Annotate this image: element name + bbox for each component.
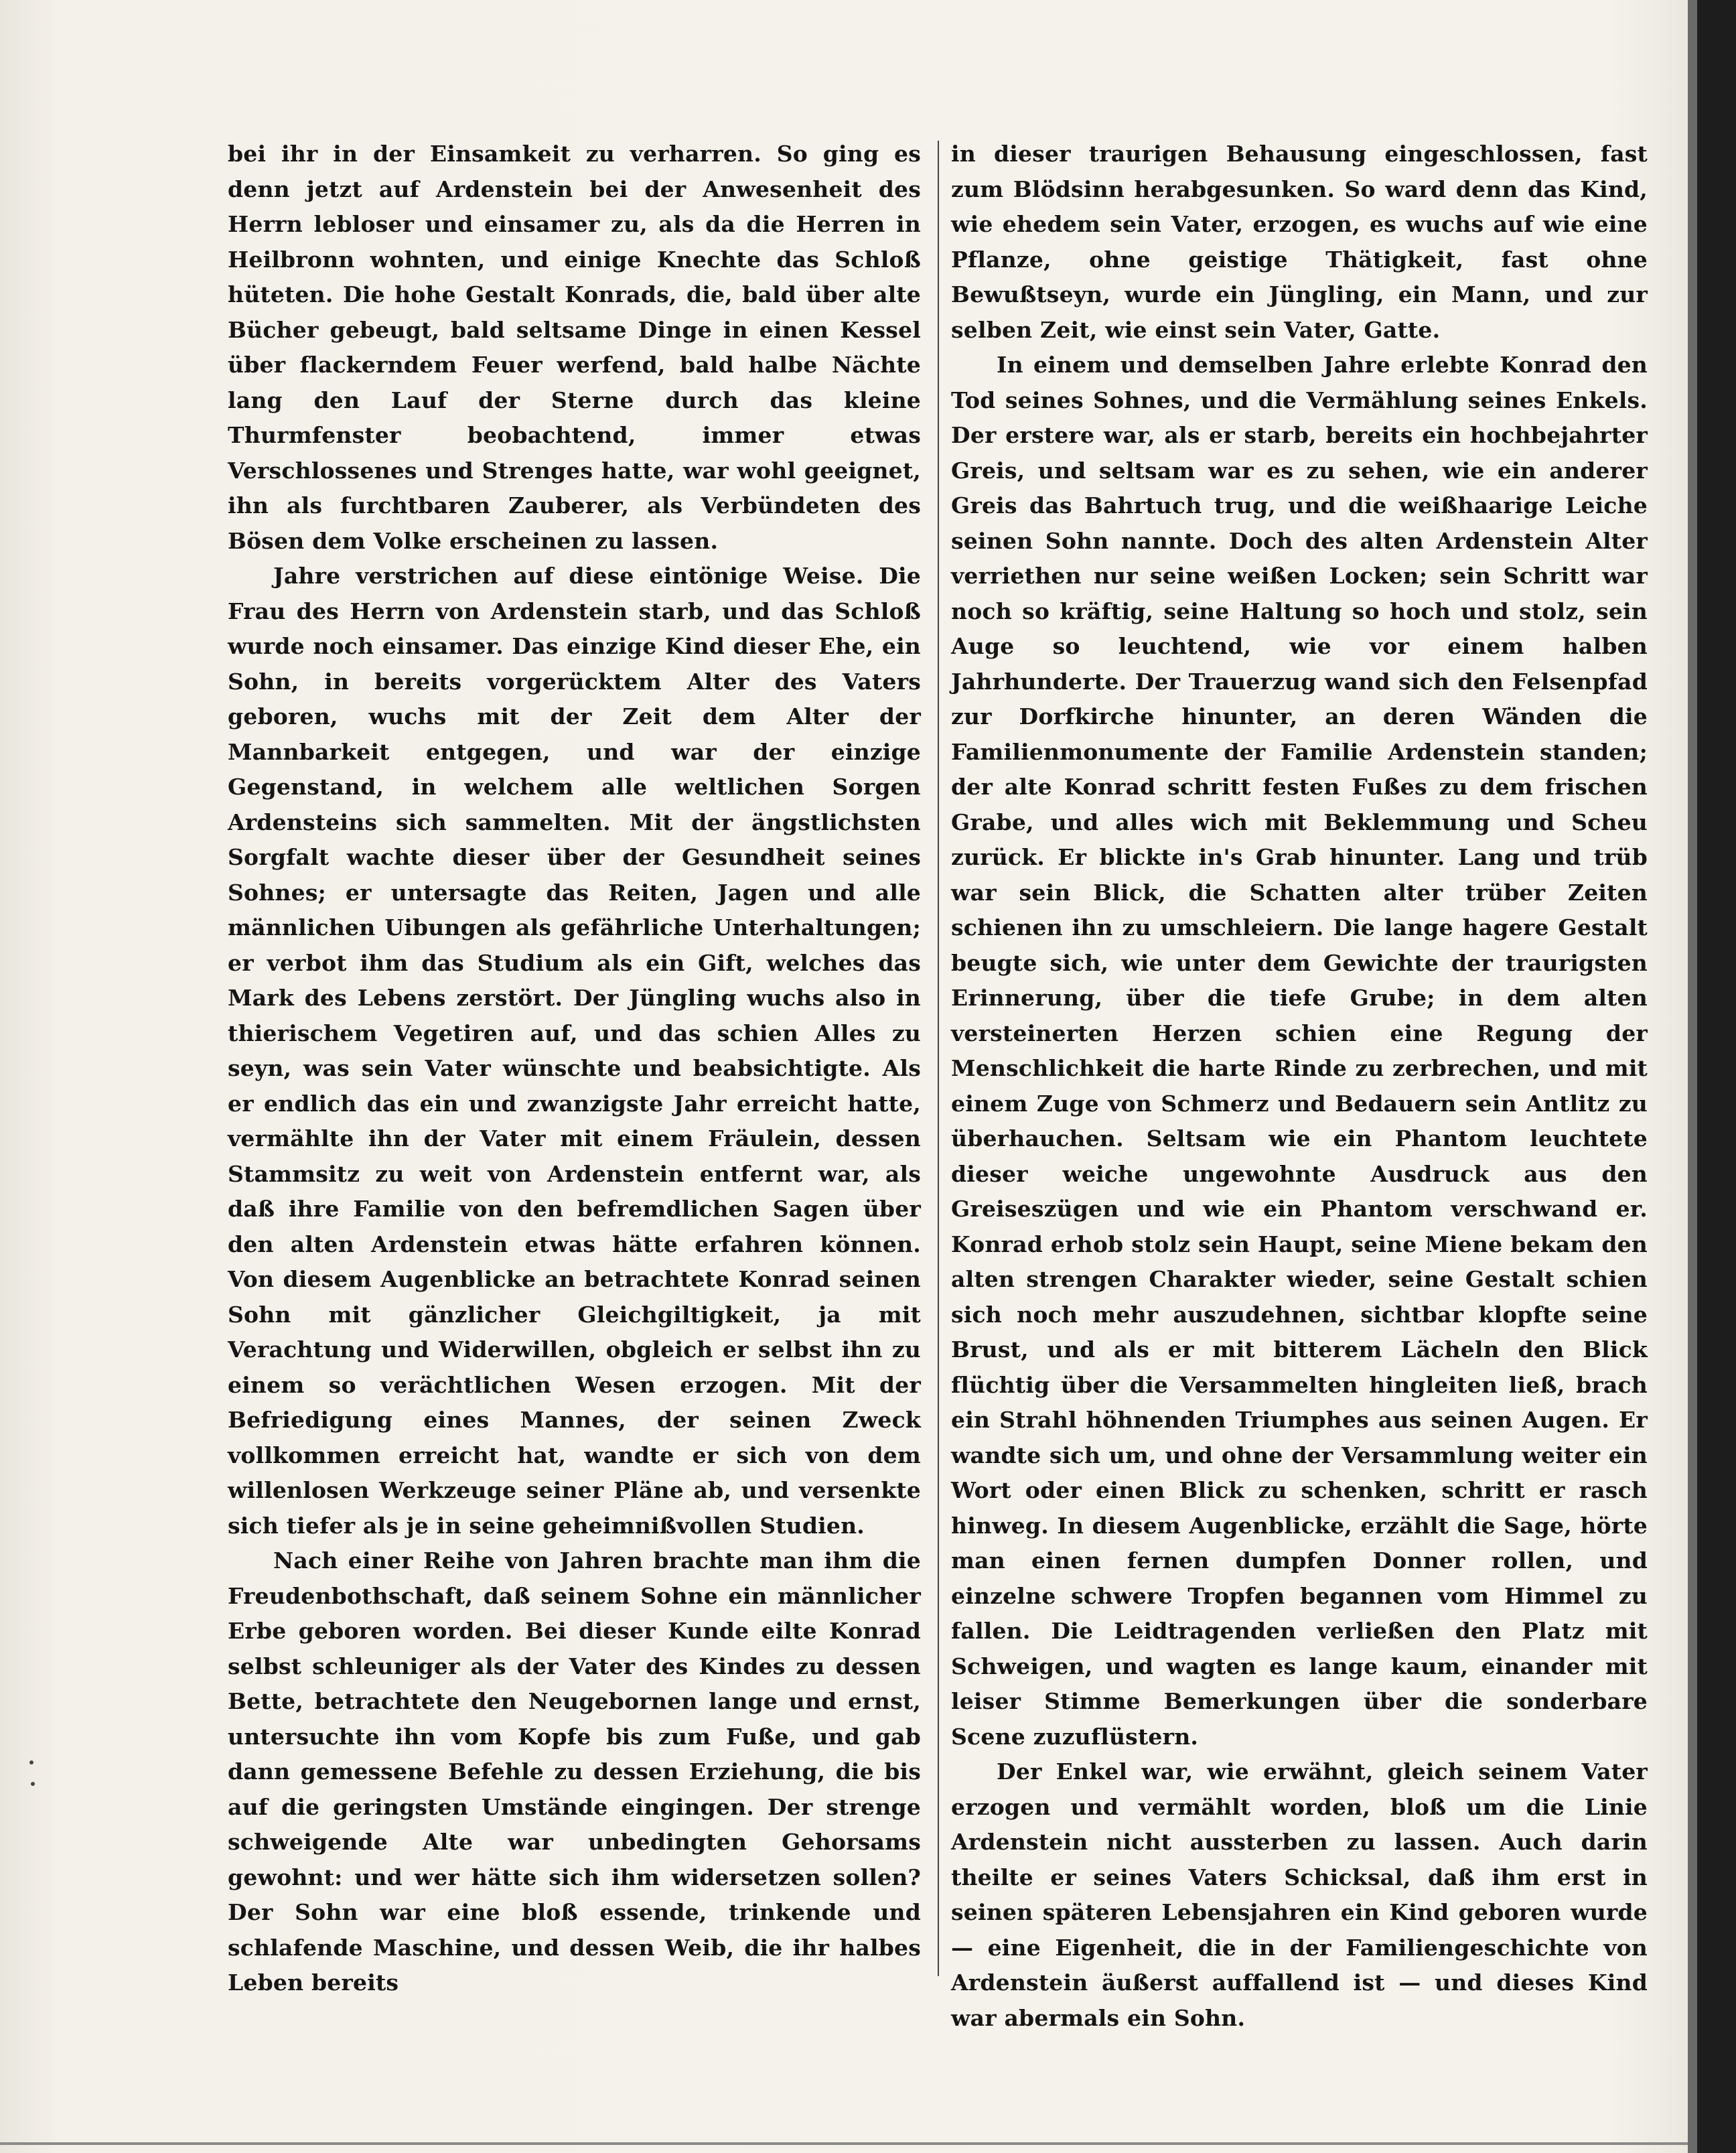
paragraph: Nach einer Reihe von Jahren brachte man ihm die Freudenbothschaft, daß seinem Sohne ein männlicher Erbe geboren worden. Bei dieser Kunde eilte Konrad selbst schleuniger als der Vater des Kindes zu dessen Bette, betrachtete den Neugebornen lange und ernst, untersuchte ihn vom Kopfe bis zum Fuße, und gab dann gemessene Befehle zu dessen Erziehung, die bis auf die geringsten Umstände eingingen. Der strenge schweigende Alte war unbedingten Gehorsams gewohnt: und wer hätte sich ihm widersetzen sollen? Der Sohn war eine bloß essende, trinkende und schlafende Maschine, und dessen Weib, die ihr halbes Leben bereits: [228, 1547, 921, 1996]
paragraph: In einem und demselben Jahre erlebte Konrad den Tod seines Sohnes, und die Vermählung seines Enkels. Der erstere war, als er starb, bereits ein hochbejahrter Greis, und seltsam war es zu sehen, wie ein anderer Greis das Bahrtuch trug, und die weißhaarige Leiche seinen Sohn nannte. Doch des alten Ardenstein Alter verriethen nur seine weißen Locken; sein Schritt war noch so kräftig, seine Haltung so hoch und stolz, sein Auge so leuchtend, wie vor einem halben Jahrhunderte. Der Trauerzug wand sich den Felsenpfad zur Dorfkirche hinunter, an deren Wänden die Familienmonumente der Familie Ardenstein standen; der alte Konrad schritt festen Fußes zu dem frischen Grabe, und alles wich mit Beklemmung und Scheu zurück. Er blickte in's Grab hinunter. Lang und trüb war sein Blick, die Schatten alter trüber Zeiten schienen ihn zu umschleiern. Die lange hagere Gestalt beugte sich, wie unter dem Gewichte der traurigsten Erinnerung, über die tiefe Grube; in dem alten versteinerten Herzen schien eine Regung der Menschlichkeit die harte Rinde zu zerbrechen, und mit einem Zuge von Schmerz und Bedauern sein Antlitz zu überhauchen. Seltsam wie ein Phantom leuchtete dieser weiche ungewohnte Ausdruck aus den Greiseszügen und wie ein Phantom verschwand er. Konrad erhob stolz sein Haupt, seine Miene bekam den alten strengen Charakter wieder, seine Gestalt schien sich noch mehr auszudehnen, sichtbar klopfte seine Brust, und als er mit bitterem Lächeln den Blick flüchtig über die Versammelten hingleiten ließ, brach ein Strahl höhnenden Triumphes aus seinen Augen. Er wandte sich um, und ohne der Versammlung weiter ein Wort oder einen Blick zu schenken, schritt er rasch hinweg. In diesem Augenblicke, erzählt die Sage, hörte man einen fernen dumpfen Donner rollen, und einzelne schwere Tropfen begannen vom Himmel zu fallen. Die Leidtragenden verließen den Platz mit Schweigen, und wagten es lange kaum, einander mit leiser Stimme Bemerkungen über die sonderbare Scene zuzuflüstern.: [951, 352, 1648, 1750]
scan-edge-shadow: [1688, 0, 1697, 2153]
margin-speck: [29, 1760, 33, 1764]
margin-speck: [31, 1782, 35, 1786]
column-divider: [938, 141, 939, 1976]
page-bottom-edge: [0, 2142, 1688, 2145]
paragraph: bei ihr in der Einsamkeit zu verharren. So ging es denn jetzt auf Ardenstein bei der Anwesenheit des Herrn lebloser und einsamer zu, als da die Herren in Heilbronn wohnten, und einige Knechte das Schloß hüteten. Die hohe Gestalt Konrads, die, bald über alte Bücher gebeugt, bald seltsame Dinge in einen Kessel über flackerndem Feuer werfend, bald halbe Nächte lang den Lauf der Sterne durch das kleine Thurmfenster beobachtend, immer etwas Verschlossenes und Strenges hatte, war wohl geeignet, ihn als furchtbaren Zauberer, als Verbündeten des Bösen dem Volke erscheinen zu lassen.: [228, 141, 921, 554]
paragraph: Jahre verstrichen auf diese eintönige Weise. Die Frau des Herrn von Ardenstein starb, und das Schloß wurde noch einsamer. Das einzige Kind dieser Ehe, ein Sohn, in bereits vorgerücktem Alter des Vaters geboren, wuchs mit der Zeit dem Alter der Mannbarkeit entgegen, und war der einzige Gegenstand, in welchem alle weltlichen Sorgen Ardensteins sich sammelten. Mit der ängstlichsten Sorgfalt wachte dieser über der Gesundheit seines Sohnes; er untersagte das Reiten, Jagen und alle männlichen Uibungen als gefährliche Unterhaltungen; er verbot ihm das Studium als ein Gift, welches das Mark des Lebens zerstört. Der Jüngling wuchs also in thierischem Vegetiren auf, und das schien Alles zu seyn, was sein Vater wünschte und beabsichtigte. Als er endlich das ein und zwanzigste Jahr erreicht hatte, vermählte ihn der Vater mit einem Fräulein, dessen Stammsitz zu weit von Ardenstein entfernt war, als daß ihre Familie von den befremdlichen Sagen über den alten Ardenstein etwas hätte erfahren können. Von diesem Augenblicke an betrachtete Konrad seinen Sohn mit gänzlicher Gleichgiltigkeit, ja mit Verachtung und Widerwillen, obgleich er selbst ihn zu einem so verächtlichen Wesen erzogen. Mit der Befriedigung eines Mannes, der seinen Zweck vollkommen erreicht hat, wandte er sich von dem willenlosen Werkzeuge seiner Pläne ab, und versenkte sich tiefer als je in seine geheimnißvollen Studien.: [228, 563, 921, 1539]
paragraph: Der Enkel war, wie erwähnt, gleich seinem Vater erzogen und vermählt worden, bloß um die Linie Ardenstein nicht aussterben zu lassen. Auch darin theilte er seines Vaters Schicksal, daß ihm erst in seinen späteren Lebensjahren ein Kind geboren wurde — eine Eigenheit, die in der Familiengeschichte von Ardenstein äußerst auffallend ist — und dieses Kind war abermals ein Sohn.: [951, 1758, 1648, 2031]
paragraph: in dieser traurigen Behausung eingeschlossen, fast zum Blödsinn herabgesunken. So ward denn das Kind, wie ehedem sein Vater, erzogen, es wuchs auf wie eine Pflanze, ohne geistige Thätigkeit, fast ohne Bewußtseyn, wurde ein Jüngling, ein Mann, und zur selben Zeit, wie einst sein Vater, Gatte.: [951, 141, 1648, 343]
left-text-column: [228, 137, 921, 2001]
right-text-column: [951, 137, 1648, 2036]
